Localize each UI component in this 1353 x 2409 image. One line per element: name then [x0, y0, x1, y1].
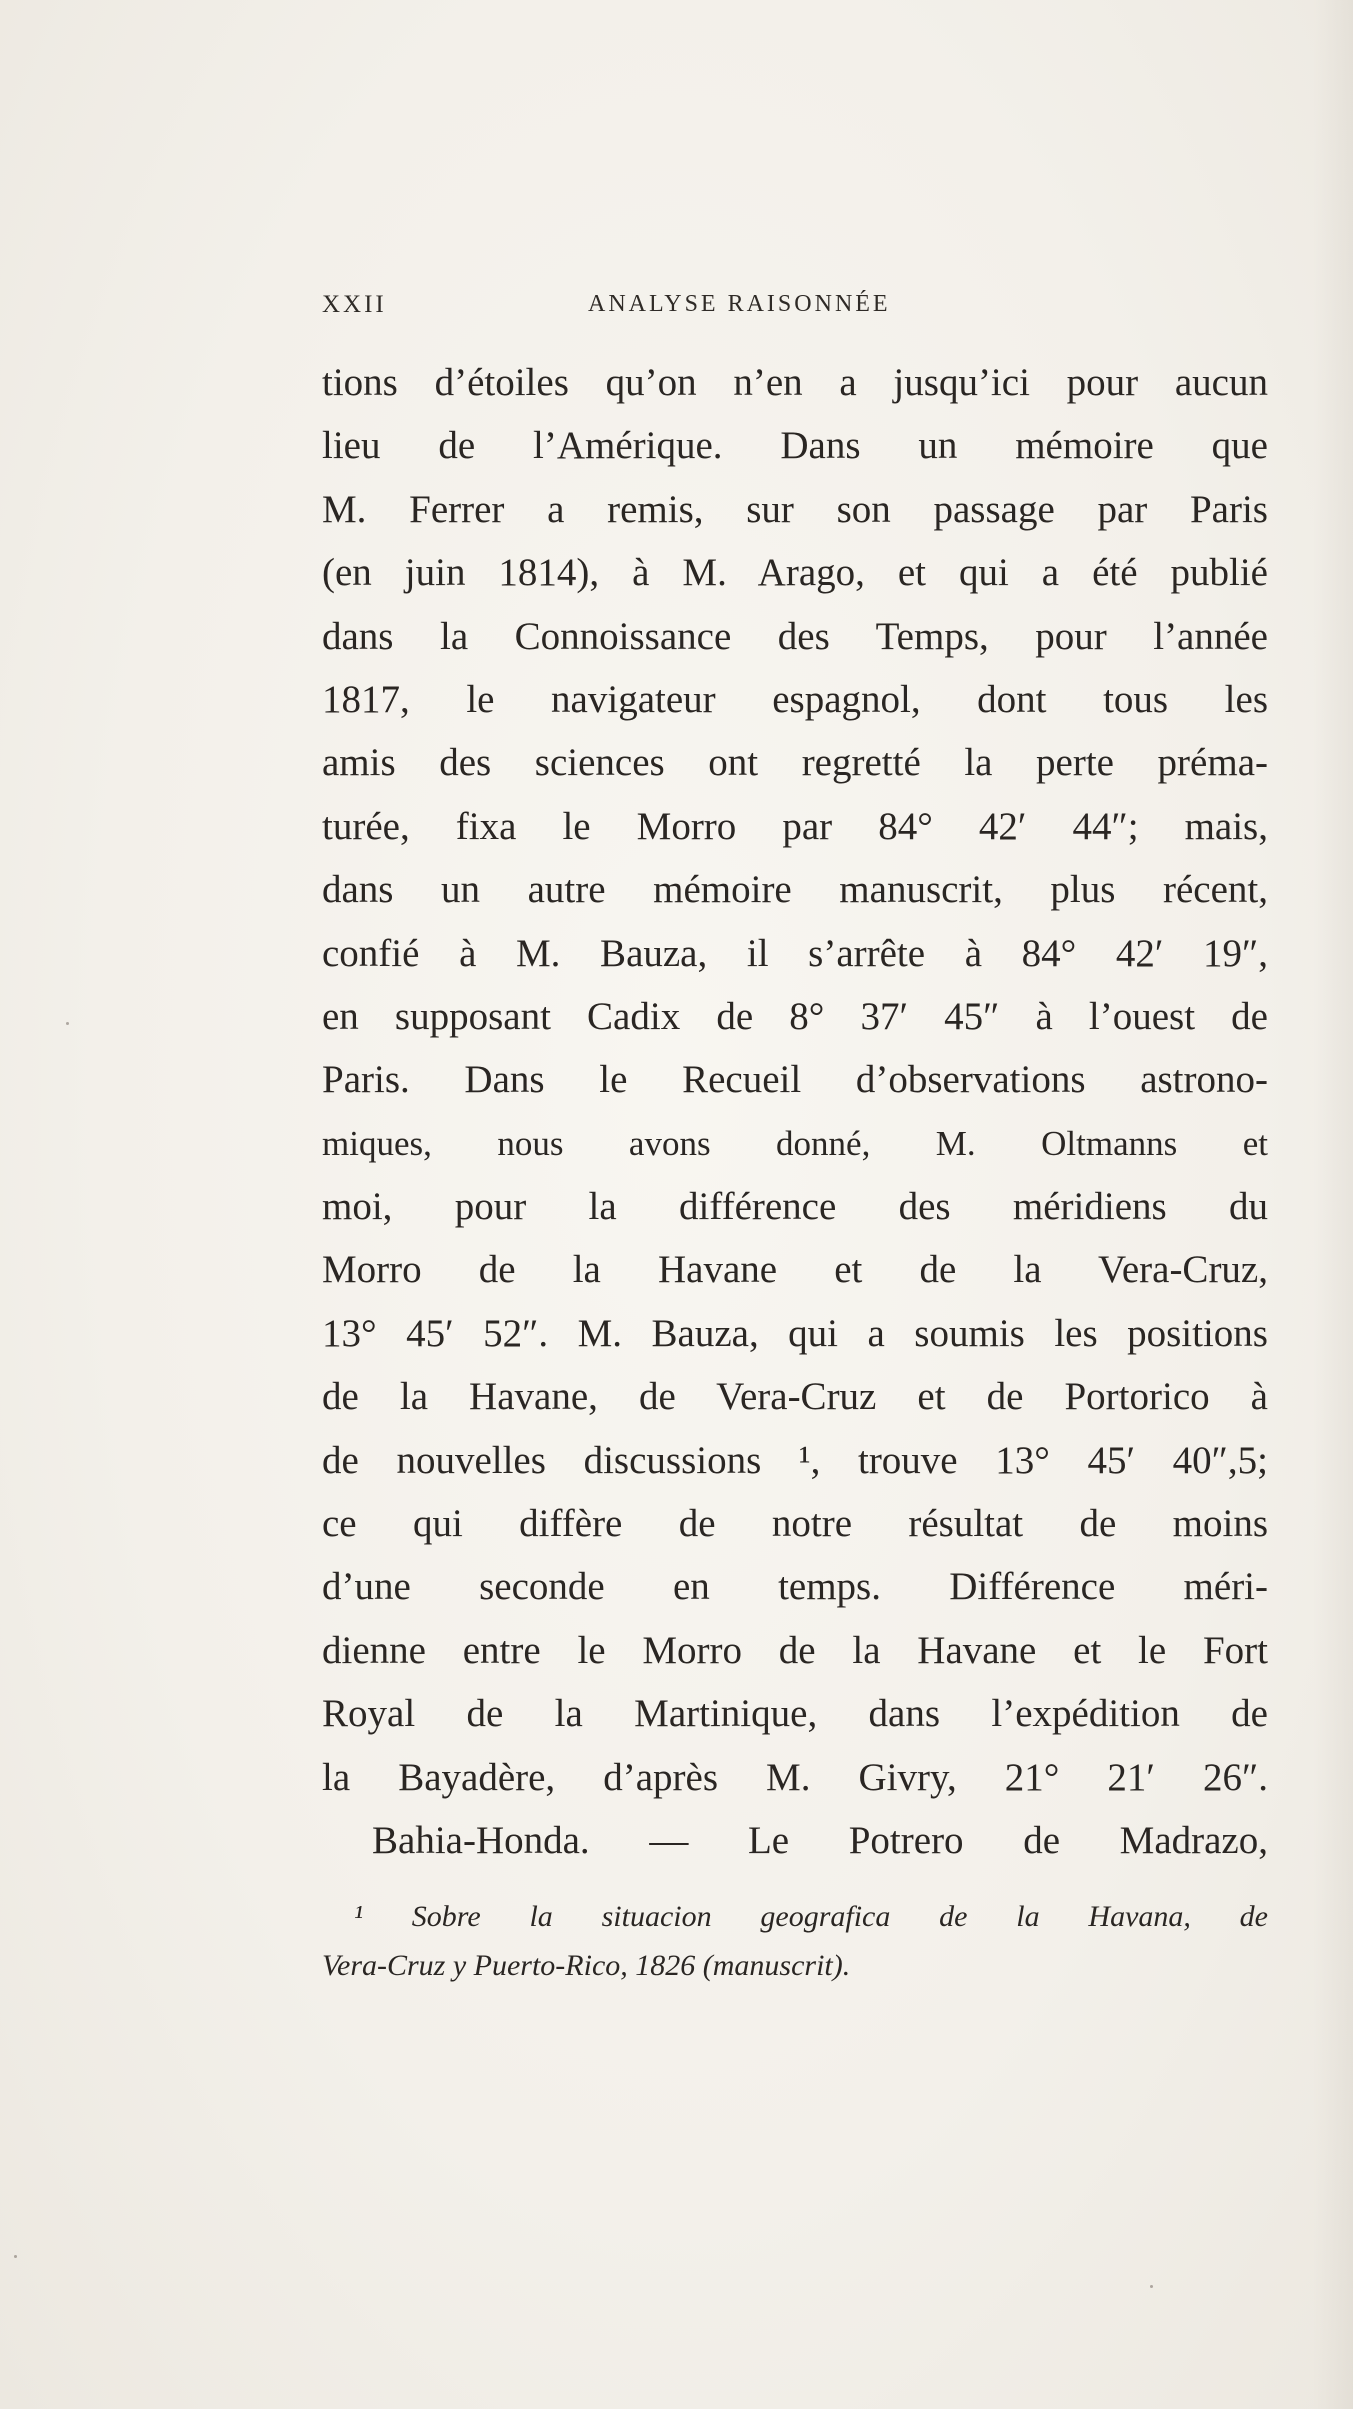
- text-line: de la Havane, de Vera-Cruz et de Portorico à: [322, 1375, 1268, 1419]
- running-title: ANALYSE RAISONNÉE: [588, 291, 891, 317]
- paper-speck: [1150, 2285, 1153, 2288]
- text-line: lieu de l’Amérique. Dans un mémoire que: [322, 424, 1268, 468]
- text-line: dienne entre le Morro de la Havane et le Fort: [322, 1628, 1268, 1672]
- text-line: Morro de la Havane et de la Vera-Cruz,: [322, 1248, 1268, 1292]
- text-line: M. Ferrer a remis, sur son passage par Paris: [322, 487, 1268, 531]
- text-line: dans un autre mémoire manuscrit, plus récent,: [322, 868, 1268, 912]
- page-number: XXII: [322, 291, 387, 318]
- footnote: [322, 1892, 1268, 1990]
- body-text: [322, 351, 1268, 1872]
- text-line: de nouvelles discussions ¹, trouve 13° 45′ 40″,5;: [322, 1438, 1268, 1482]
- text-line: ce qui diffère de notre résultat de moins: [322, 1502, 1268, 1546]
- text-line: 1817, le navigateur espagnol, dont tous les: [322, 677, 1268, 721]
- text-line: 13° 45′ 52″. M. Bauza, qui a soumis les positions: [322, 1311, 1268, 1355]
- footnote-line: Vera-Cruz y Puerto-Rico, 1826 (manuscrit).: [322, 1949, 851, 1982]
- running-header: [322, 283, 1272, 323]
- text-line: tions d’étoiles qu’on n’en a jusqu’ici pour aucun: [322, 361, 1268, 404]
- text-line: (en juin 1814), à M. Arago, et qui a été publié: [322, 551, 1268, 595]
- text-line: Paris. Dans le Recueil d’observations astrono-: [322, 1058, 1268, 1102]
- text-line: amis des sciences ont regretté la perte préma-: [322, 741, 1268, 785]
- text-line: en supposant Cadix de 8° 37′ 45″ à l’ouest de: [322, 994, 1268, 1038]
- paper-speck: [14, 2255, 17, 2258]
- footnote-line: ¹ Sobre la situacion geografica de la Havana, de: [354, 1900, 1268, 1933]
- text-line: dans la Connoissance des Temps, pour l’année: [322, 614, 1268, 658]
- text-line: Bahia-Honda. — Le Potrero de Madrazo,: [372, 1818, 1268, 1862]
- text-line: moi, pour la différence des méridiens du: [322, 1185, 1268, 1229]
- text-line: turée, fixa le Morro par 84° 42′ 44″; mais,: [322, 804, 1268, 848]
- page-edge-shadow: [1313, 0, 1353, 2409]
- text-line: miques, nous avons donné, M. Oltmanns et: [322, 1123, 1268, 1163]
- text-line: d’une seconde en temps. Différence méri-: [322, 1565, 1268, 1609]
- text-line: confié à M. Bauza, il s’arrête à 84° 42′ 19″,: [322, 931, 1268, 975]
- paper-speck: [66, 1022, 69, 1025]
- text-line: la Bayadère, d’après M. Givry, 21° 21′ 26″.: [322, 1755, 1268, 1799]
- text-line: Royal de la Martinique, dans l’expédition de: [322, 1692, 1268, 1736]
